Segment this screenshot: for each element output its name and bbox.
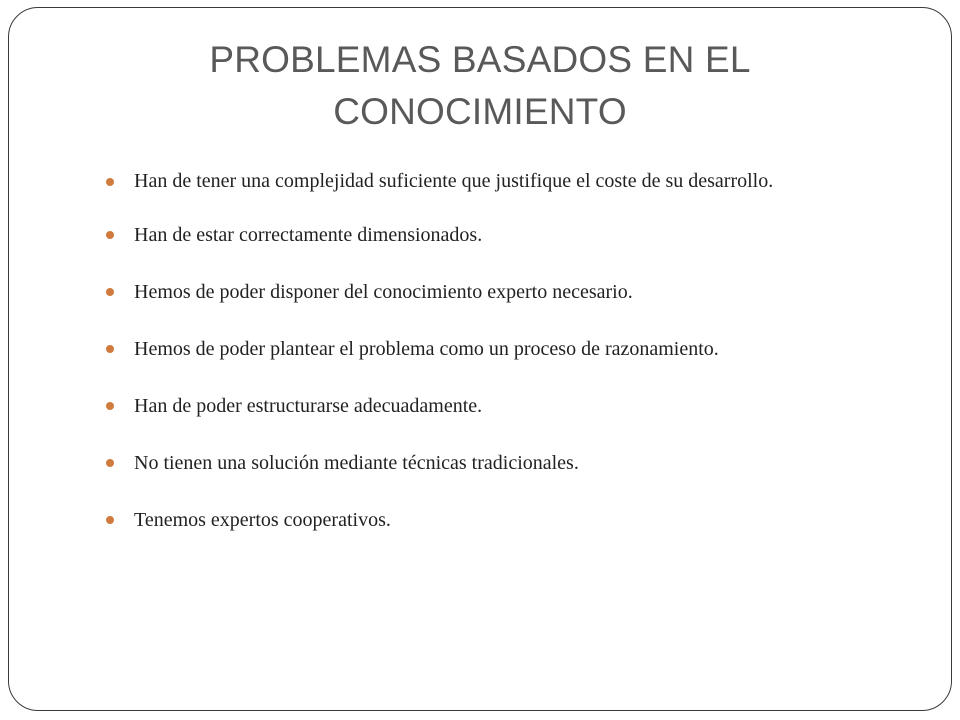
bullet-dot-icon <box>106 345 114 353</box>
bullet-dot-icon <box>106 459 114 467</box>
bullet-item <box>106 330 904 368</box>
bullet-item <box>106 501 904 539</box>
slide-title-line-2: CONOCIMIENTO <box>333 91 627 132</box>
bullet-text: Han de estar correctamente dimensionados. <box>134 224 483 246</box>
bullet-dot-icon <box>106 288 114 296</box>
bullet-item <box>106 387 904 425</box>
bullet-dot-icon <box>106 402 114 410</box>
bullet-item <box>106 273 904 311</box>
bullet-dot-icon <box>106 231 114 239</box>
bullet-dot-icon <box>106 516 114 524</box>
bullet-text: Tenemos expertos cooperativos. <box>134 509 391 531</box>
bullet-text: Han de tener una complejidad suficiente que justifique el coste de su desarrollo. <box>134 170 774 192</box>
bullet-item <box>106 444 904 482</box>
bullet-dot-icon <box>106 178 114 186</box>
slide-title-line-1: PROBLEMAS BASADOS EN EL <box>209 39 751 80</box>
slide-title <box>0 34 960 138</box>
bullet-text: Han de poder estructurarse adecuadamente. <box>134 395 483 417</box>
bullet-list <box>106 163 904 558</box>
bullet-item <box>106 216 904 254</box>
bullet-text: No tienen una solución mediante técnicas tradicionales. <box>134 452 579 474</box>
bullet-text: Hemos de poder plantear el problema como un proceso de razonamiento. <box>134 338 719 360</box>
bullet-item <box>106 163 904 200</box>
bullet-text: Hemos de poder disponer del conocimiento experto necesario. <box>134 281 633 303</box>
